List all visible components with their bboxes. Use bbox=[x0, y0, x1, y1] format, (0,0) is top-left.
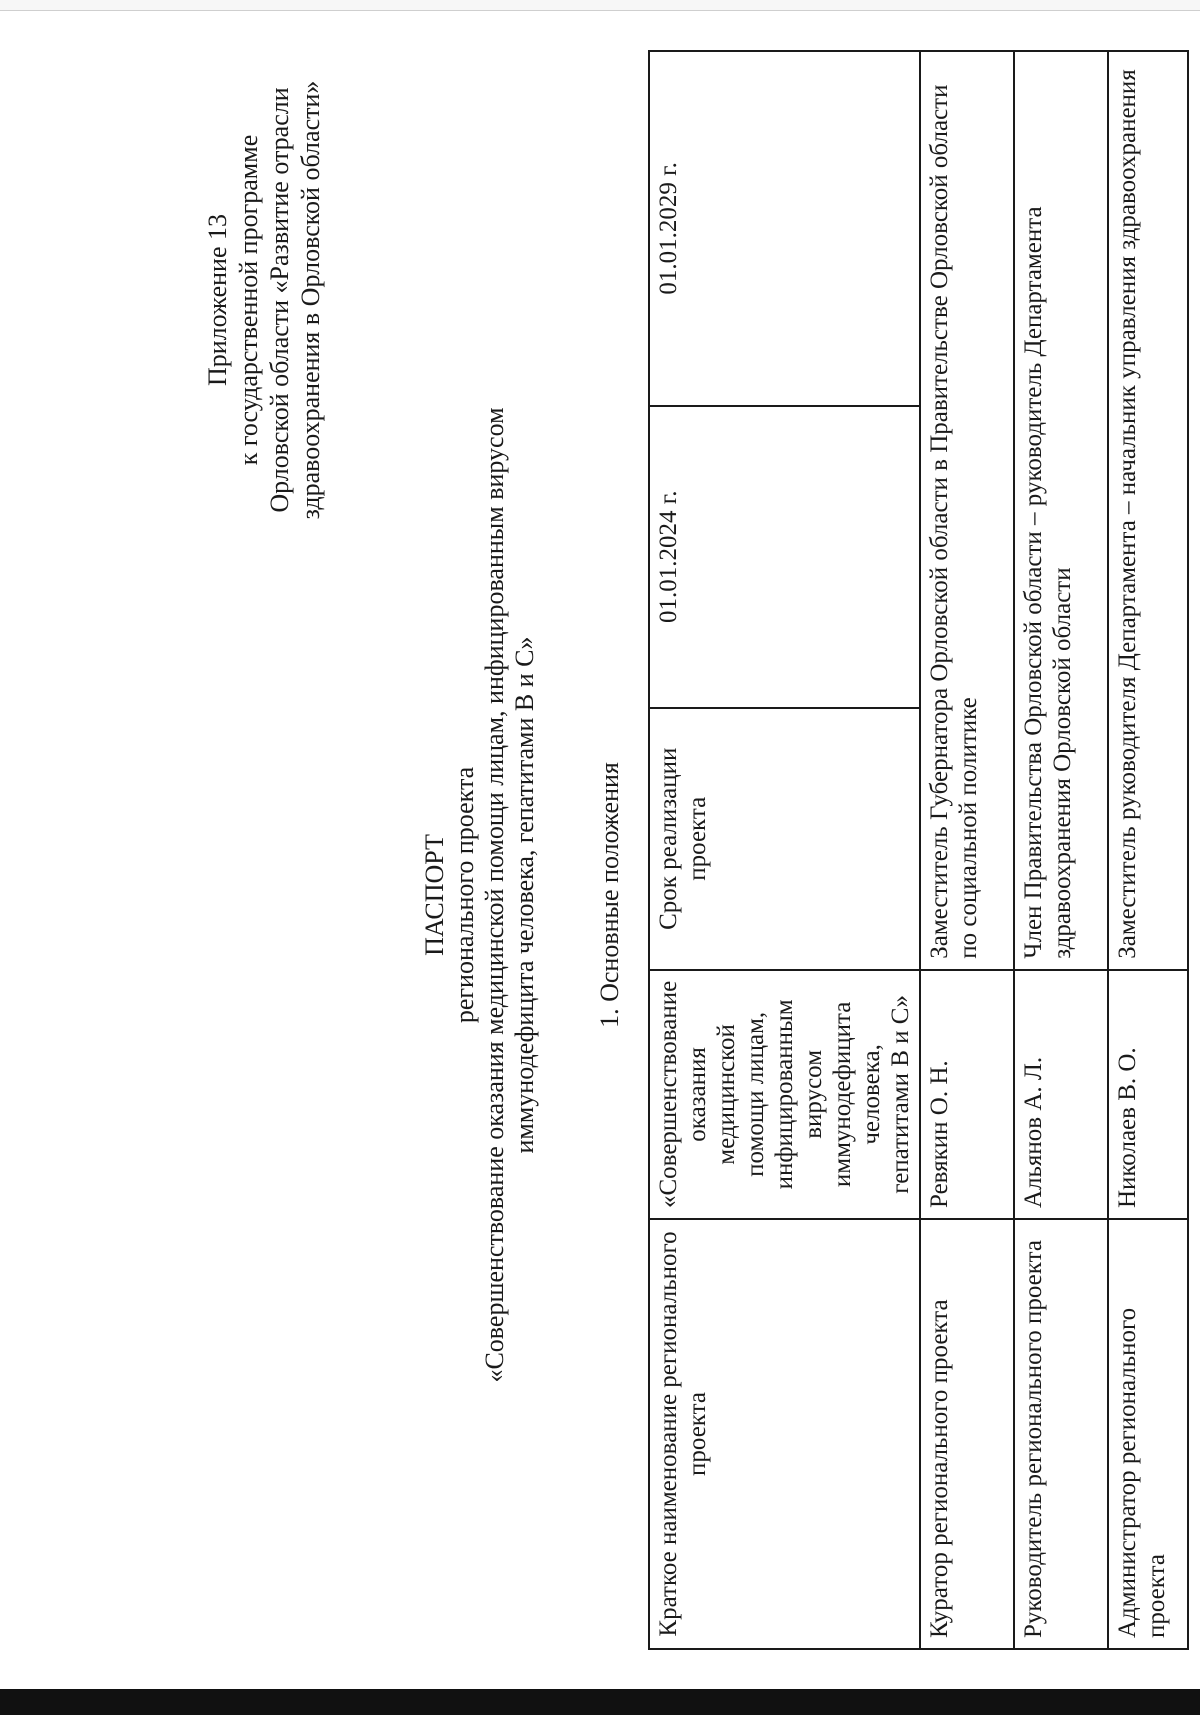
head-name: Альянов А. Л. bbox=[1014, 970, 1108, 1219]
curator-position: Заместитель Губернатора Орловской области в Правительстве Орловской области по социальной политике bbox=[920, 51, 1014, 970]
table-row-admin bbox=[1108, 51, 1188, 1649]
table-row-short-name bbox=[649, 51, 920, 1649]
title-line-1: ПАСПОРТ bbox=[420, 834, 449, 956]
main-provisions-table bbox=[648, 50, 1189, 1650]
admin-position: Заместитель руководителя Департамента – начальник управления здравоохранения bbox=[1108, 51, 1188, 970]
appendix-note bbox=[202, 20, 326, 580]
appendix-line-1: Приложение 13 bbox=[203, 213, 232, 387]
appendix-line-4: здравоохранения в Орловской области» bbox=[296, 80, 325, 520]
appendix-line-2: к государственной программе bbox=[234, 134, 263, 466]
curator-label: Куратор регионального проекта bbox=[920, 1219, 1014, 1649]
appendix-line-3: Орловской области «Развитие отрасли bbox=[265, 87, 294, 513]
title-line-3: «Совершенствование оказания медицинской помощи лицам, инфицированным вирусом bbox=[480, 407, 509, 1383]
short-name-label: Краткое наименование регионального проекта bbox=[649, 1219, 920, 1649]
term-end: 01.01.2029 г. bbox=[649, 51, 920, 406]
head-position: Член Правительства Орловской области – руководитель Департамента здравоохранения Орловской области bbox=[1014, 51, 1108, 970]
term-start: 01.01.2024 г. bbox=[649, 406, 920, 708]
term-label: Срок реализации проекта bbox=[649, 708, 920, 970]
scan-edge-bottom bbox=[0, 1689, 1200, 1715]
admin-name: Николаев В. О. bbox=[1108, 970, 1188, 1219]
curator-name: Ревякин О. Н. bbox=[920, 970, 1014, 1219]
section-title: 1. Основные положения bbox=[595, 762, 624, 1028]
short-name-value: «Совершенствование оказания медицинской помощи лицам, инфицированным вирусом иммунодефицита человека, гепатитами В и С» bbox=[649, 970, 920, 1219]
table-row-curator bbox=[920, 51, 1014, 1649]
passport-title bbox=[420, 330, 540, 1460]
admin-label: Администратор регионального проекта bbox=[1108, 1219, 1188, 1649]
head-label: Руководитель регионального проекта bbox=[1014, 1219, 1108, 1649]
document-page bbox=[20, 0, 1180, 1680]
title-line-2: регионального проекта bbox=[450, 766, 479, 1024]
table-row-head bbox=[1014, 51, 1108, 1649]
title-line-4: иммунодефицита человека, гепатитами В и С» bbox=[510, 636, 539, 1154]
